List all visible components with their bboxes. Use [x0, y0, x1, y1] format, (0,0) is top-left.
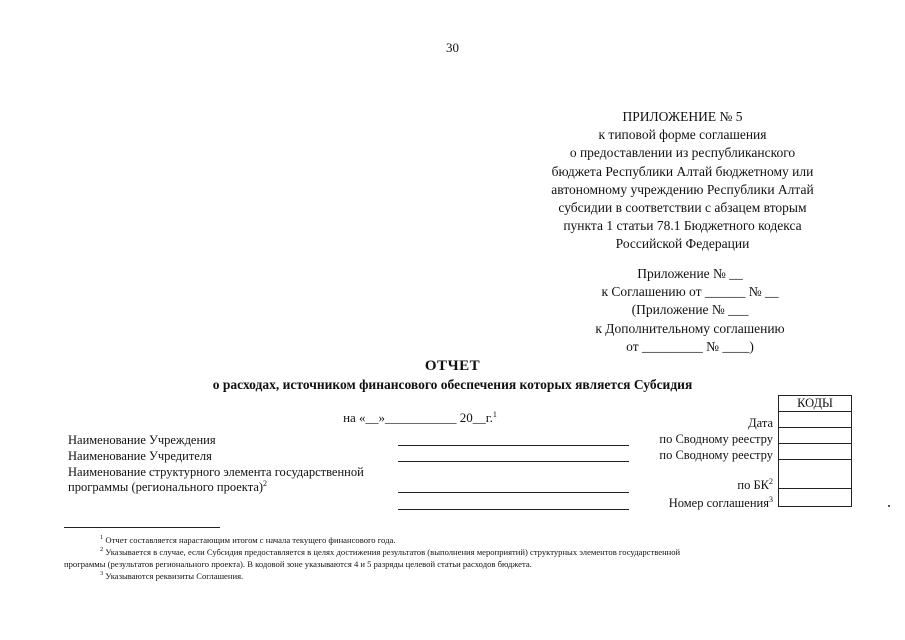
footnote-ref: 1 — [492, 410, 497, 419]
footnote-ref: 3 — [769, 495, 773, 504]
registry-code-label-2: по Сводному реестру — [659, 448, 773, 462]
appendix-line: бюджета Республики Алтай бюджетному или — [551, 163, 814, 179]
bk-code-label: по $БК^2$ — [737, 477, 773, 492]
codes-table — [778, 395, 852, 507]
date-code-label: Дата — [748, 416, 773, 430]
page-number: 30 — [446, 40, 459, 55]
registry-code-label: по Сводному реестру — [659, 432, 773, 446]
founder-fill-line[interactable] — [398, 461, 629, 462]
report-subtitle: о расходах, источником финансового обеспечения которых является Субсидия — [212, 377, 693, 392]
registry-code-cell[interactable] — [779, 428, 852, 444]
program-element-label — [68, 465, 364, 495]
date-code-cell[interactable] — [779, 412, 852, 428]
founder-label: Наименование Учредителя — [68, 449, 212, 463]
footnote-2-continued: программы (результатов регионального проекта). В кодовой зоне указываются 4 и 5 разряды целевой статьи расходов бюджета. — [64, 559, 532, 569]
footnote-ref: 2 — [769, 477, 773, 486]
bk-code-cell[interactable] — [779, 460, 852, 489]
agreement-number-cell[interactable] — [779, 489, 852, 507]
registry-code-cell-2[interactable] — [779, 444, 852, 460]
attachment-line: Приложение № __ — [637, 266, 743, 281]
codes-header: КОДЫ — [779, 396, 852, 412]
extra-fill-line[interactable] — [398, 509, 629, 510]
attachment-line: от _________ № ____) — [626, 338, 754, 354]
institution-label: Наименование Учреждения — [68, 433, 216, 447]
footnote-1: $^1$ Отчет составляется нарастающим итогом с начала текущего финансового года. — [100, 534, 396, 545]
report-date-text: на «__»___________ 20__г. — [343, 410, 493, 425]
program-element-line: Наименование структурного элемента государственной — [68, 465, 364, 479]
appendix-header — [515, 108, 850, 254]
footnote-3: $^3$ Указываются реквизиты Соглашения. — [100, 570, 244, 581]
appendix-line: Российской Федерации — [615, 236, 750, 252]
attachment-line: к Соглашению от ______ № __ — [601, 284, 779, 300]
attachment-line: к Дополнительному соглашению — [595, 320, 785, 336]
appendix-line: к типовой форме соглашения — [598, 127, 767, 143]
appendix-line: о предоставлении из республиканского — [569, 145, 796, 161]
appendix-line: ПРИЛОЖЕНИЕ № 5 — [622, 109, 743, 124]
report-title: ОТЧЕТ — [424, 358, 481, 374]
footnote-separator — [64, 527, 220, 528]
appendix-line: пункта 1 статьи 78.1 Бюджетного кодекса — [563, 218, 802, 234]
report-date-line — [300, 410, 540, 426]
agreement-number-label: Номер соглашения$^3$ — [668, 495, 773, 510]
appendix-line: автономному учреждению Республики Алтай — [551, 181, 814, 197]
attachment-header — [560, 265, 820, 356]
scan-artifact-dot — [888, 505, 890, 507]
attachment-line: (Приложение № ___ — [631, 302, 749, 318]
program-element-line: программы (регионального проекта)$^2$ — [68, 479, 268, 494]
program-element-fill-line[interactable] — [398, 492, 629, 493]
footnote-ref: 2 — [263, 479, 268, 488]
appendix-line: субсидии в соответствии с абзацем вторым — [558, 200, 807, 216]
institution-fill-line[interactable] — [398, 445, 629, 446]
footnote-2: $^2$ Указывается в случае, если Субсидия предоставляется в целях достижения результатов (выполнения мероприятий) структурных элементов государственной — [100, 546, 681, 557]
